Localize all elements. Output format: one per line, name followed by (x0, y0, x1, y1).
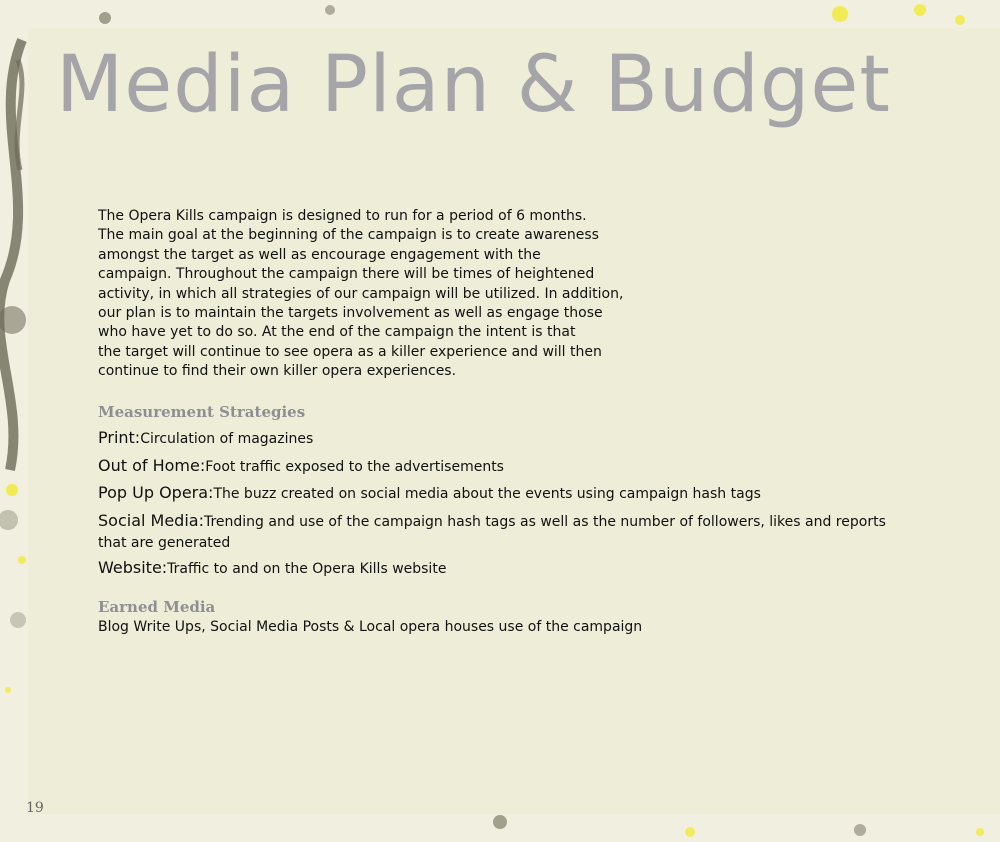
strategy-desc: Traffic to and on the Opera Kills website (167, 561, 447, 577)
intro-line: The Opera Kills campaign is designed to run for a period of 6 months. (98, 208, 587, 224)
strategy-label: Social Media: (98, 511, 204, 530)
strategy-desc: The buzz created on social media about the events using campaign hash tags (213, 486, 761, 502)
intro-line: The main goal at the beginning of the campaign is to create awareness (98, 227, 599, 244)
yellow-splatter (832, 6, 848, 22)
strategy-label: Website: (98, 558, 168, 577)
measurement-heading: Measurement Strategies (98, 403, 306, 421)
ink-blot (0, 306, 26, 334)
intro-line: amongst the target as well as encourage engagement with the (98, 246, 541, 263)
ink-blot (854, 824, 866, 836)
content-panel (28, 28, 1000, 814)
ink-blot (10, 612, 26, 628)
left-swirl-decoration-2 (17, 60, 22, 170)
yellow-splatter (5, 687, 11, 693)
strategy-pop-up-opera (98, 483, 888, 502)
strategy-desc: Foot traffic exposed to the advertisements (205, 459, 504, 475)
strategy-desc: Trending and use of the campaign hash tags as well as the number of followers, likes and reports that are generated (98, 514, 886, 551)
strategy-social-media (98, 511, 888, 553)
intro-paragraph (98, 207, 688, 382)
intro-line: the target will continue to see opera as a killer experience and will then (98, 343, 602, 360)
earned-media-text: Blog Write Ups, Social Media Posts & Local opera houses use of the campaign (98, 619, 643, 635)
yellow-splatter (976, 828, 984, 836)
yellow-splatter (18, 556, 26, 564)
yellow-splatter (685, 827, 695, 837)
strategy-out-of-home (98, 456, 888, 475)
ink-blot (0, 510, 18, 530)
strategy-desc: Circulation of magazines (140, 431, 314, 447)
intro-line: our plan is to maintain the targets involvement as well as engage those (98, 305, 603, 322)
ink-blot (493, 815, 507, 829)
intro-line: activity, in which all strategies of our campaign will be utilized. In addition, (98, 285, 624, 302)
yellow-splatter (955, 15, 965, 25)
yellow-splatter (6, 484, 18, 496)
intro-line: campaign. Throughout the campaign there will be times of heightened (98, 266, 595, 283)
strategy-label: Pop Up Opera: (98, 483, 214, 502)
intro-line: who have yet to do so. At the end of the campaign the intent is that (98, 324, 576, 341)
strategy-label: Out of Home: (98, 456, 206, 475)
earned-media-heading: Earned Media (98, 598, 216, 616)
strategy-label: Print: (98, 428, 141, 447)
ink-blot (99, 12, 111, 24)
page-title: Media Plan & Budget (56, 40, 891, 130)
strategy-print (98, 428, 888, 447)
page-number: 19 (26, 800, 44, 816)
strategy-website (98, 558, 888, 577)
yellow-splatter (914, 4, 926, 16)
ink-blot (325, 5, 335, 15)
intro-line: continue to find their own killer opera experiences. (98, 363, 457, 380)
